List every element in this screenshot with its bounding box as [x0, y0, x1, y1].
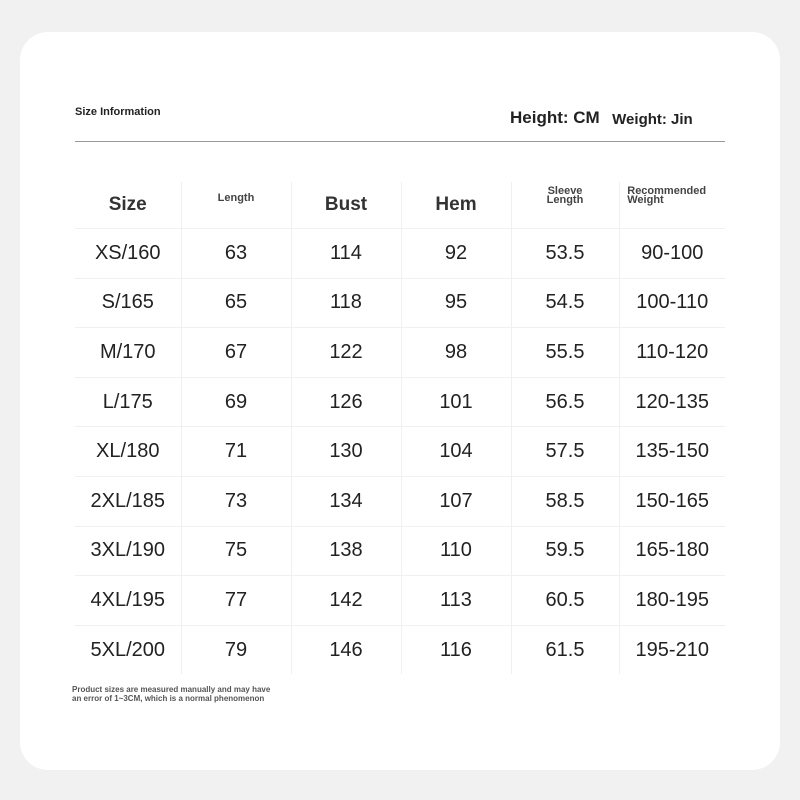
cell-bust: 126: [291, 377, 401, 427]
table-row: [75, 526, 725, 576]
cell-hem: 92: [401, 229, 511, 279]
table-header-row: [75, 182, 725, 229]
cell-sleeve-length: 55.5: [511, 328, 619, 378]
cell-sleeve-length: 61.5: [511, 625, 619, 674]
cell-hem: 107: [401, 476, 511, 526]
cell-length: 75: [181, 526, 291, 576]
table-row: [75, 229, 725, 279]
cell-sleeve-length: 58.5: [511, 476, 619, 526]
height-unit-label: Height: CM: [510, 108, 600, 127]
column-header-sleeve-length: Sleeve Length: [511, 182, 619, 229]
cell-size: XS/160: [75, 229, 181, 279]
cell-size: 2XL/185: [75, 476, 181, 526]
cell-length: 73: [181, 476, 291, 526]
cell-sleeve-length: 54.5: [511, 278, 619, 328]
cell-sleeve-length: 59.5: [511, 526, 619, 576]
cell-bust: 142: [291, 576, 401, 626]
weight-unit-label: Weight: Jin: [612, 111, 693, 128]
cell-hem: 101: [401, 377, 511, 427]
cell-sleeve-length: 56.5: [511, 377, 619, 427]
cell-recommended-weight: 135-150: [619, 427, 725, 477]
table-row: [75, 278, 725, 328]
cell-recommended-weight: 90-100: [619, 229, 725, 279]
cell-hem: 98: [401, 328, 511, 378]
size-table: [75, 182, 725, 674]
cell-bust: 114: [291, 229, 401, 279]
units-legend: [510, 108, 693, 128]
cell-length: 79: [181, 625, 291, 674]
cell-bust: 146: [291, 625, 401, 674]
cell-sleeve-length: 60.5: [511, 576, 619, 626]
cell-recommended-weight: 165-180: [619, 526, 725, 576]
cell-hem: 116: [401, 625, 511, 674]
table-row: [75, 625, 725, 674]
cell-length: 71: [181, 427, 291, 477]
cell-recommended-weight: 100-110: [619, 278, 725, 328]
cell-size: S/165: [75, 278, 181, 328]
column-header-size: Size: [75, 182, 181, 229]
cell-recommended-weight: 110-120: [619, 328, 725, 378]
cell-hem: 113: [401, 576, 511, 626]
table-row: [75, 377, 725, 427]
cell-recommended-weight: 120-135: [619, 377, 725, 427]
header-divider: [75, 141, 725, 142]
cell-hem: 95: [401, 278, 511, 328]
footnote-line-1: Product sizes are measured manually and may have: [72, 685, 271, 694]
column-header-length: Length: [181, 182, 291, 229]
cell-size: M/170: [75, 328, 181, 378]
cell-bust: 122: [291, 328, 401, 378]
cell-size: 5XL/200: [90, 638, 165, 661]
cell-hem: 104: [401, 427, 511, 477]
cell-size: 4XL/195: [75, 576, 181, 626]
table-row: [75, 576, 725, 626]
cell-bust: 118: [291, 278, 401, 328]
cell-length: 67: [181, 328, 291, 378]
cell-size: 3XL/190: [75, 526, 181, 576]
table-row: [75, 476, 725, 526]
table-row: [75, 427, 725, 477]
cell-length: 69: [181, 377, 291, 427]
cell-bust: 138: [291, 526, 401, 576]
cell-bust: 130: [291, 427, 401, 477]
size-info-title: Size Information: [75, 106, 161, 118]
cell-sleeve-length: 53.5: [511, 229, 619, 279]
footnote-line-2: an error of 1~3CM, which is a normal phenomenon: [72, 694, 265, 703]
cell-bust: 134: [291, 476, 401, 526]
cell-hem: 110: [401, 526, 511, 576]
cell-size: XL/180: [75, 427, 181, 477]
column-header-bust: Bust: [291, 182, 401, 229]
measurement-footnote: [72, 685, 332, 703]
cell-length: 77: [181, 576, 291, 626]
column-header-recommended-weight: Recommended Weight: [619, 182, 725, 229]
cell-recommended-weight: 180-195: [619, 576, 725, 626]
cell-size: L/175: [75, 377, 181, 427]
size-chart-card: [20, 32, 780, 770]
cell-length: 65: [181, 278, 291, 328]
cell-sleeve-length: 57.5: [511, 427, 619, 477]
table-row: [75, 328, 725, 378]
cell-recommended-weight: 150-165: [619, 476, 725, 526]
cell-length: 63: [181, 229, 291, 279]
column-header-hem: Hem: [401, 182, 511, 229]
cell-recommended-weight: 195-210: [619, 625, 725, 674]
